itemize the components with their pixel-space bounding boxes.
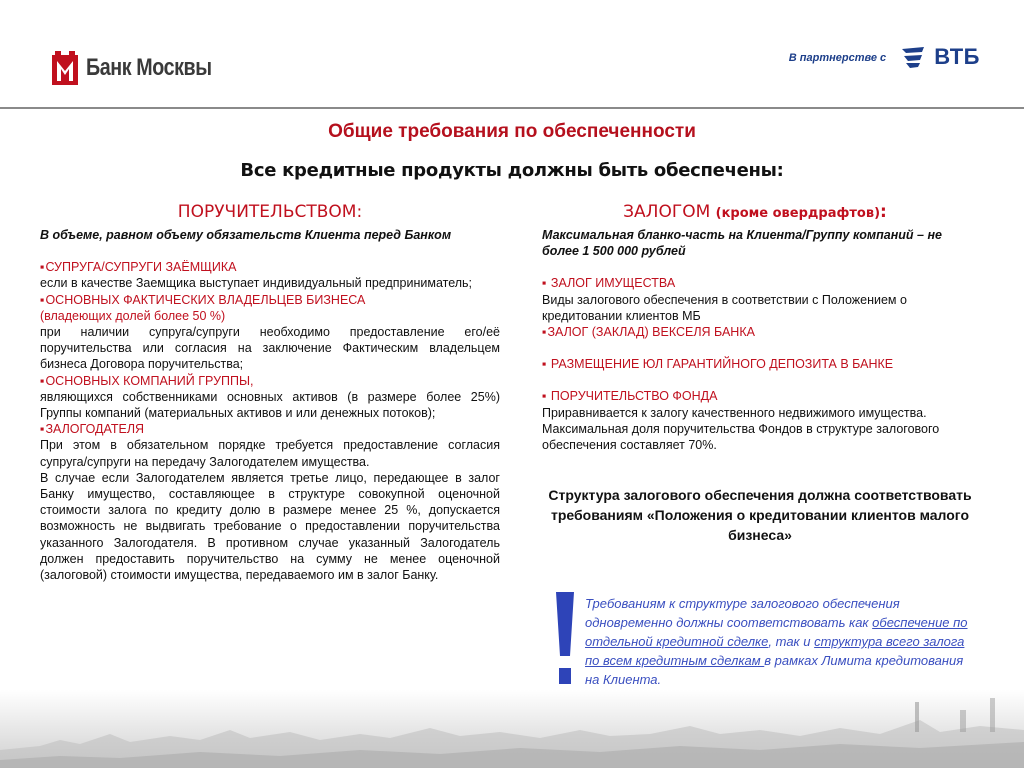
partner-text: В партнерстве с bbox=[788, 52, 887, 64]
header bbox=[0, 0, 1024, 108]
left-item-text: если в качестве Заемщика выступает индивидуальный предприниматель; bbox=[40, 276, 473, 291]
left-item-text: являющихся собственниками основных активов (в размере более 25%) Группы компаний (материальных активов и или денежных потоков); bbox=[40, 389, 500, 421]
left-item-label: ▪ ОСНОВНЫХ ФАКТИЧЕСКИХ ВЛАДЕЛЬЦЕВ БИЗНЕСА bbox=[40, 292, 500, 308]
left-column-heading: ПОРУЧИТЕЛЬСТВОМ: bbox=[177, 202, 363, 222]
left-item-text: В случае если Залогодателем является третье лицо, передающее в залог Банку имущество, составляющее в структуре совокупной оценочной стоимости залога по кредиту долю в размере менее 25 %, допускается возможность не выдвигать требование о предоставлении поручительства указанного Залогодателя. В противном случае указанный Залогодатель должен предоставить поручительство на сумму не менее оценочной (залоговой) стоимости имущества, передаваемого им в залог Банку. bbox=[40, 470, 500, 583]
bank-of-moscow-m-icon bbox=[52, 51, 78, 85]
city-skyline-background bbox=[0, 690, 1024, 768]
right-heading-note: (кроме овердрафтов) bbox=[715, 206, 881, 221]
structure-requirement-note: Структура залогового обеспечения должна соответствовать требованиям «Положения о кредитовании клиентов малого бизнеса» bbox=[548, 487, 972, 543]
right-item-text: Виды залогового обеспечения в соответствии с Положением о кредитовании клиентов МБ bbox=[542, 292, 907, 323]
left-item-label: ▪ ОСНОВНЫХ КОМПАНИЙ ГРУППЫ, bbox=[40, 373, 500, 389]
left-item-label: ▪ ЗАЛОГОДАТЕЛЯ bbox=[40, 421, 500, 437]
right-column bbox=[542, 227, 982, 453]
requirement-note: Требованиям к структуре залогового обеспечения одновременно должны соответствовать как обеспечение по отдельной кредитной сделке, так и структура всего залога по всем кредитным сделкам в рамках Лимита кредитования на Клиента. bbox=[585, 596, 968, 687]
right-item-text: Приравнивается к залогу качественного недвижимого имущества. Максимальная доля поручительства Фондов в структуре залогового обеспечения составляет 70%. bbox=[542, 405, 940, 453]
slide-title: Общие требования по обеспеченности bbox=[328, 121, 696, 142]
bank-of-moscow-logo bbox=[52, 50, 239, 86]
slide-subtitle: Все кредитные продукты должны быть обеспечены: bbox=[240, 160, 784, 181]
left-item-text: при наличии супруга/супруги необходимо предоставление его/её поручительства или согласия на заключение Фактическим владельцем бизнеса Договора поручительства; bbox=[40, 325, 500, 372]
right-heading-colon: : bbox=[880, 202, 887, 222]
right-item-label: ▪ ЗАЛОГ ИМУЩЕСТВА bbox=[542, 275, 982, 291]
exclamation-icon bbox=[552, 592, 578, 686]
left-intro: В объеме, равном объему обязательств Клиента перед Банком bbox=[40, 228, 452, 242]
right-item-label: ▪ РАЗМЕЩЕНИЕ ЮЛ ГАРАНТИЙНОГО ДЕПОЗИТА В БАНКЕ bbox=[542, 356, 982, 372]
right-heading-label: ЗАЛОГОМ bbox=[623, 202, 711, 222]
header-divider bbox=[0, 107, 1024, 109]
left-item-text: При этом в обязательном порядке требуется предоставление согласия супруга/супруги на передачу Залогодателем имущества. bbox=[40, 438, 500, 469]
vtb-partner-block bbox=[789, 44, 980, 70]
right-item-label: ▪ ЗАЛОГ (ЗАКЛАД) ВЕКСЕЛЯ БАНКА bbox=[542, 324, 982, 340]
vtb-swoosh-icon bbox=[900, 45, 930, 69]
vtb-logo bbox=[900, 44, 980, 70]
note-link-all-deals[interactable]: структура всего залога по всем кредитным сделкам bbox=[585, 634, 965, 668]
right-item-label: ▪ ПОРУЧИТЕЛЬСТВО ФОНДА bbox=[542, 388, 982, 404]
right-intro: Максимальная бланко-часть на Клиента/Группу компаний – не более 1 500 000 рублей bbox=[542, 228, 942, 259]
bank-name: Банк Москвы bbox=[86, 54, 212, 81]
left-column bbox=[40, 227, 500, 583]
left-item-label: ▪ СУПРУГА/СУПРУГИ ЗАЁМЩИКА bbox=[40, 259, 500, 275]
vtb-name: ВТБ bbox=[934, 44, 980, 69]
note-link-single-deal[interactable]: обеспечение по отдельной кредитной сделке bbox=[585, 615, 968, 649]
right-column-heading bbox=[540, 202, 970, 222]
left-item-sublabel: (владеющих долей более 50 %) bbox=[40, 308, 226, 323]
